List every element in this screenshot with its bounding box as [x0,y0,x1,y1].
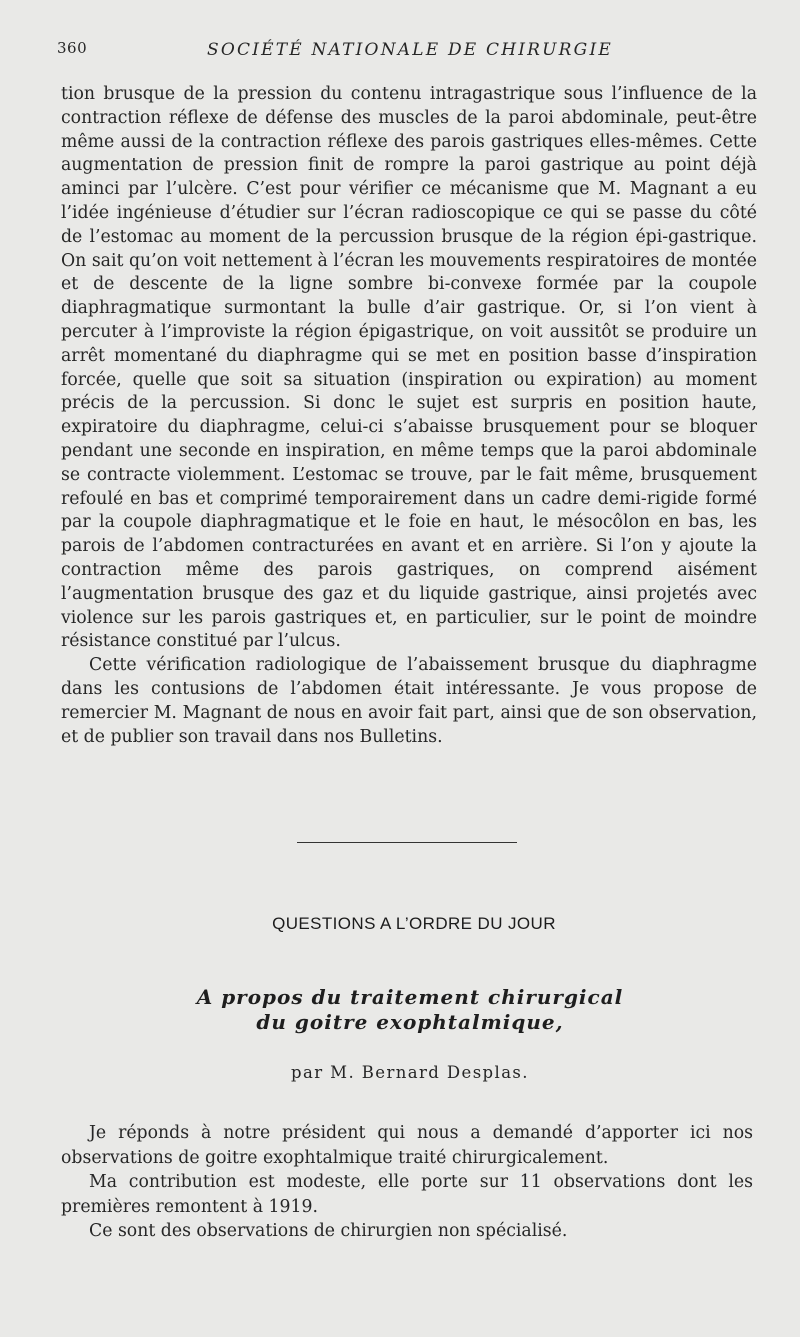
article-byline: par M. Bernard Desplas. [291,1063,529,1082]
article-title-line: A propos du traitement chirurgical [196,985,624,1009]
paragraph: tion brusque de la pression du contenu intragastrique sous l’influence de la contraction réflexe de défense des muscles de la paroi abdominale, peut-être même aussi de la contraction réflexe des parois gastriques elles-mêmes. Cette augmentation de pression finit de rompre la paroi gastrique au point déjà aminci par l’ulcère. C’est pour vérifier ce mécanisme que M. Magnant a eu l’idée ingénieuse d’étudier sur l’écran radioscopique ce qui se passe du côté de l’estomac au moment de la percussion brusque de la région épi-gastrique. On sait qu’on voit nettement à l’écran les mouvements respiratoires de montée et de descente de la ligne sombre bi-convexe formée par la coupole diaphragmatique surmontant la bulle d’air gastrique. Or, si l’on vient à percuter à l’improviste la région épigastrique, on voit aussitôt se produire un arrêt momentané du diaphragme qui se met en position basse d’inspiration forcée, quelle que soit sa situation (inspiration ou expiration) au moment précis de la percussion. Si donc le sujet est surpris en position haute, expiratoire du diaphragme, celui-ci s’abaisse brusquement pour se bloquer pendant une seconde en inspiration, en même temps que la paroi abdominale se contracte violemment. L’estomac se trouve, par le fait même, brusquement refoulé en bas et comprimé temporairement dans un cadre demi-rigide formé par la coupole diaphragmatique et le foie en haut, le mésocôlon en bas, les parois de l’abdomen contracturées en avant et en arrière. Si l’on y ajoute la contraction même des parois gastriques, on comprend aisément l’augmentation brusque des gaz et du liquide gastrique, ainsi projetés avec violence sur les parois gastriques et, en particulier, sur le point de moindre résistance constitué par l’ulcus. [61,84,757,652]
paragraph: Ce sont des observations de chirurgien non spécialisé. [89,1221,568,1241]
continued-text [61,83,757,749]
article-title [0,985,800,1035]
running-header: SOCIÉTÉ NATIONALE DE CHIRURGIE [207,40,613,60]
article-title-line: du goitre exophtalmique, [256,1010,564,1034]
paragraph: Ma contribution est modeste, elle porte sur 11 observations dont les premières remontent à 1919. [61,1172,753,1217]
page-number: 360 [57,39,88,57]
paragraph: Je réponds à notre président qui nous a demandé d’apporter ici nos observations de goitre exophtalmique traité chirurgicalement. [61,1123,753,1168]
section-heading: QUESTIONS A L’ORDRE DU JOUR [272,914,556,933]
section-divider [297,842,517,843]
article-body [61,1121,753,1244]
paragraph: Cette vérification radiologique de l’abaissement brusque du diaphragme dans les contusions de l’abdomen était intéressante. Je vous propose de remercier M. Magnant de nous en avoir fait part, ainsi que de son observation, et de publier son travail dans nos Bulletins. [61,655,757,747]
